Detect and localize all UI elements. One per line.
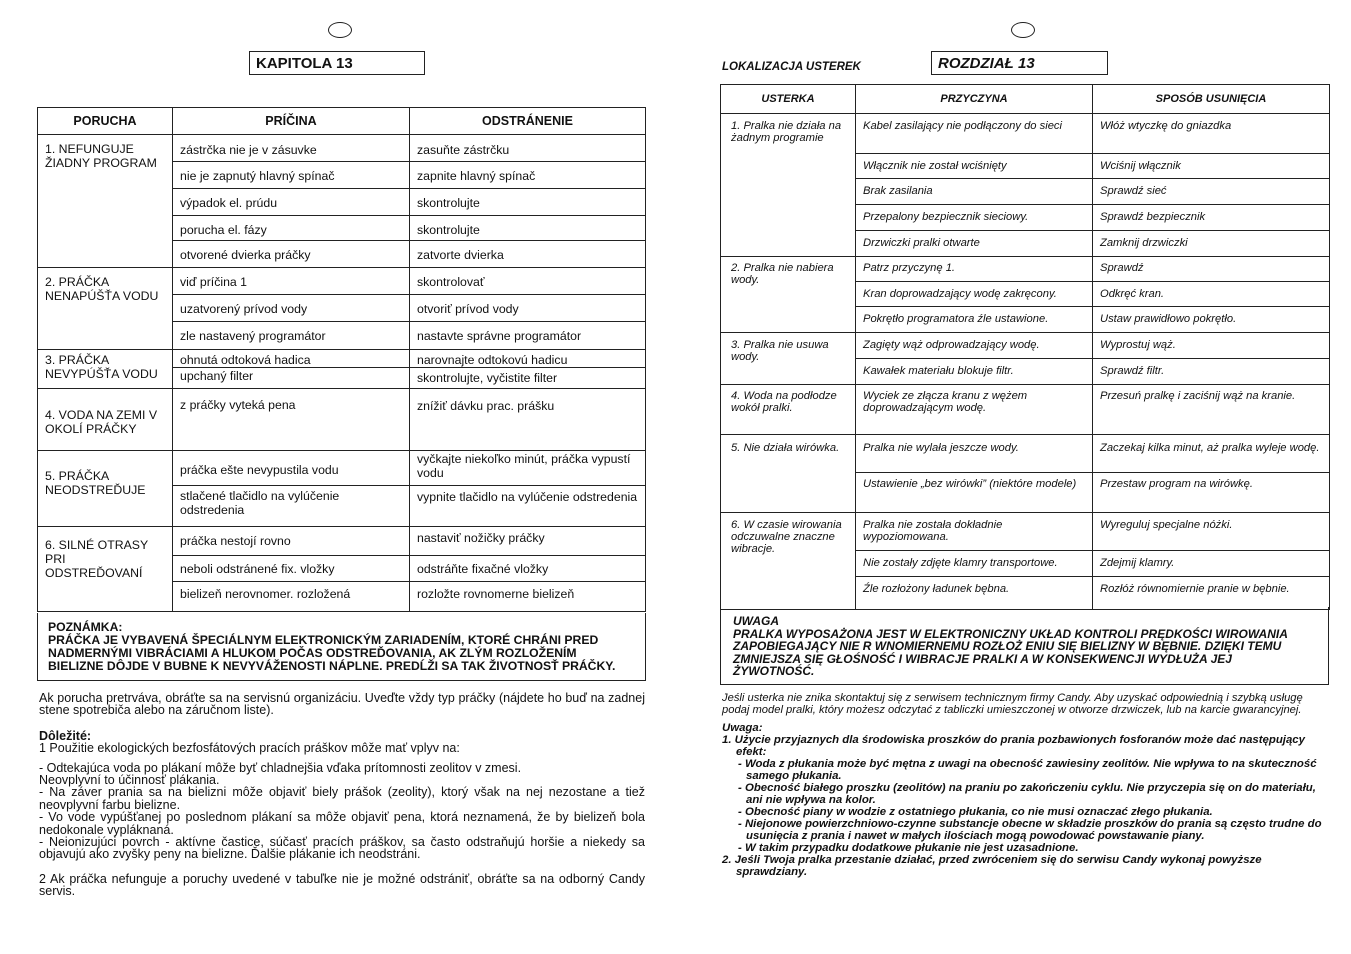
header-cause: PRZYCZYNA xyxy=(856,85,1093,114)
cause-cell: Pralka nie została dokładnie wypoziomowana. xyxy=(856,513,1093,551)
note-box-pl xyxy=(720,607,1329,685)
header-problem: PORUCHA xyxy=(38,108,173,135)
remedy-cell: skontrolujte, vyčistite filter xyxy=(410,368,646,389)
important-item-1-sk: 1 Použitie ekologických bezfosfátových pracích práškov môže mať vplyv na: xyxy=(39,741,460,756)
remedy-cell: Sprawdź xyxy=(1093,257,1330,282)
cause-cell: práčka ešte nevypustila vodu xyxy=(173,451,410,486)
cause-cell: Włącznik nie został wciśnięty xyxy=(856,154,1093,179)
uwaga-title-pl: Uwaga: xyxy=(722,722,763,734)
cause-cell: Kawałek materiału blokuje filtr. xyxy=(856,359,1093,385)
problem-cell: 5. PRÁČKA NEODSTREĎUJE xyxy=(38,451,173,527)
text-block-pl xyxy=(722,692,1327,878)
header-problem: USTERKA xyxy=(721,85,856,114)
remedy-cell: vypnite tlačidlo na vylúčenie odstredenia xyxy=(410,486,646,527)
cause-cell: Wyciek ze złącza kranu z wężem doprowadzającym wodę. xyxy=(856,385,1093,435)
cause-cell: nie je zapnutý hlavný spínač xyxy=(173,162,410,189)
note-text-sk: PRÁČKA JE VYBAVENÁ ŠPECIÁLNYM ELEKTRONICKÝM ZARIADENÍM, KTORÉ CHRÁNI PRED NADMERNÝMI VIBRÁCIAMI A HLUKOM POČAS ODSTREĎOVANIA, AK ZLÝM ROZLOŽENÍM BIELIZNE DÔJDE V BUBNE K NEVYVÁŽENOSTI NÁPLNE. PREDĹŽI SA TAK ŽIVOTNOSŤ PRÁČKY. xyxy=(48,633,616,673)
cause-cell: neboli odstránené fix. vložky xyxy=(173,556,410,582)
cause-cell: Źle rozłożony ładunek bębna. xyxy=(856,577,1093,610)
remedy-cell: Zaczekaj kilka minut, aż pralka wyleje wodę. xyxy=(1093,435,1330,473)
section-title-pl: LOKALIZACJA USTEREK xyxy=(722,61,861,73)
remedy-cell: rozložte rovnomerne bielizeň xyxy=(410,582,646,612)
chapter-title-pl: ROZDZIAŁ 13 xyxy=(931,51,1108,75)
cause-cell: Przepalony bezpiecznik sieciowy. xyxy=(856,205,1093,231)
remedy-cell: Włóż wtyczkę do gniazdka xyxy=(1093,114,1330,154)
note-title-pl: UWAGA xyxy=(733,614,779,628)
cause-cell: bielizeň nerovnomer. rozložená xyxy=(173,582,410,612)
cause-cell: porucha el. fázy xyxy=(173,216,410,241)
note-box-sk xyxy=(37,613,646,681)
cause-cell: ohnutá odtoková hadica xyxy=(173,350,410,368)
cause-cell: Zagięty wąż odprowadzający wodę. xyxy=(856,333,1093,359)
remedy-cell: Wyprostuj wąż. xyxy=(1093,333,1330,359)
bullet-sk: - Na záver prania sa na bielizni môže objaviť biely prášok (zeolity), ktorý však na nej nezostane a tiež neovplyvní farbu bielizne. xyxy=(39,785,645,812)
bullet-pl: - Obecność piany w wodzie z ostatniego płukania, co nie musi oznaczać złego płukania. xyxy=(738,806,1213,818)
remedy-cell: zapnite hlavný spínač xyxy=(410,162,646,189)
problem-cell: 3. Pralka nie usuwa wody. xyxy=(721,333,856,385)
remedy-cell: Odkręć kran. xyxy=(1093,282,1330,307)
remedy-cell: Rozłóż równomiernie pranie w bębnie. xyxy=(1093,577,1330,610)
cause-cell: práčka nestojí rovno xyxy=(173,527,410,556)
bullet-pl: - Obecność białego proszku (zeolitów) na praniu po zakończeniu cyklu. Nie przyczepia się on do materiału, ani nie wpływa na kolor. xyxy=(738,782,1316,806)
problem-cell: 2. Pralka nie nabiera wody. xyxy=(721,257,856,333)
remedy-cell: Ustaw prawidłowo pokrętło. xyxy=(1093,307,1330,333)
bullet-sk: - Vo vode vypúšťanej po poslednom plákaní sa môže objaviť pena, ktorá neznamená, že by bielizeň bola nedokonale vypláknaná. xyxy=(39,810,645,837)
remedy-cell: vyčkajte niekoľko minút, práčka vypustí vodu xyxy=(410,451,646,486)
cause-cell: uzatvorený prívod vody xyxy=(173,295,410,322)
cause-cell: Kabel zasilający nie podłączony do sieci xyxy=(856,114,1093,154)
remedy-cell: Wciśnij włącznik xyxy=(1093,154,1330,179)
service-paragraph-sk: Ak porucha pretrváva, obráťte sa na servisnú organizáciu. Uveďte vždy typ práčky (nájdete ho buď na zadnej stene spotrebiča alebo na záručnom liste). xyxy=(39,691,645,718)
cause-cell: otvorené dvierka práčky xyxy=(173,241,410,268)
problem-cell: 2. PRÁČKA NENAPÚŠŤA VODU xyxy=(38,268,173,350)
problem-cell: 6. W czasie wirowania odczuwalne znaczne wibracje. xyxy=(721,513,856,610)
note-title-sk: POZNÁMKA: xyxy=(48,620,123,634)
cause-cell: upchaný filter xyxy=(173,368,410,389)
bullet-pl: - Niejonowe powierzchniowo-czynne substancje obecne w składzie proszków do prania są często trudne do usunięcia z prania i nawet w małych ilościach mogą powodować powstawanie piany. xyxy=(738,818,1322,842)
remedy-cell: skontrolujte xyxy=(410,216,646,241)
remedy-cell: zasuňte zástrčku xyxy=(410,135,646,162)
troubleshooting-table-pl xyxy=(720,84,1330,610)
language-marker-oval xyxy=(1011,22,1035,38)
cause-cell: Brak zasilania xyxy=(856,179,1093,205)
problem-cell: 3. PRÁČKA NEVYPÚŠŤA VODU xyxy=(38,350,173,389)
important-item-2-sk: 2 Ak práčka nefunguje a poruchy uvedené v tabuľke nie je možné odstrániť, obráťte sa na odborný Candy servis. xyxy=(39,871,645,899)
problem-cell: 1. NEFUNGUJE ŽIADNY PROGRAM xyxy=(38,135,173,268)
cause-cell: zle nastavený programátor xyxy=(173,322,410,350)
cause-cell: Ustawienie „bez wirówki” (niektóre modele) xyxy=(856,473,1093,513)
cause-cell: Pralka nie wylała jeszcze wody. xyxy=(856,435,1093,473)
bullet-pl: - W takim przypadku dodatkowe płukanie nie jest uzasadnione. xyxy=(738,842,1079,854)
problem-cell xyxy=(721,114,856,257)
text-block-sk xyxy=(39,692,645,898)
troubleshooting-table-sk xyxy=(37,107,646,612)
remedy-cell: odstráňte fixačné vložky xyxy=(410,556,646,582)
problem-cell: 5. Nie działa wirówka. xyxy=(721,435,856,513)
cause-cell: stlačené tlačidlo na vylúčenie odstredenia xyxy=(173,486,410,527)
cause-cell: Pokrętło programatora źle ustawione. xyxy=(856,307,1093,333)
remedy-cell: Przesuń pralkę i zaciśnij wąż na kranie. xyxy=(1093,385,1330,435)
remedy-cell: znížiť dávku prac. prášku xyxy=(410,389,646,451)
cause-cell: z práčky vyteká pena xyxy=(173,389,410,451)
problem-text: 1. Pralka nie działa na żadnym programie xyxy=(731,120,842,144)
cause-cell: Kran doprowadzający wodę zakręcony. xyxy=(856,282,1093,307)
remedy-cell: Przestaw program na wirówkę. xyxy=(1093,473,1330,513)
remedy-cell: nastavte správne programátor xyxy=(410,322,646,350)
header-cause: PRÍČINA xyxy=(173,108,410,135)
important-title-sk: Dôležité: xyxy=(39,728,92,743)
cause-cell: Patrz przyczynę 1. xyxy=(856,257,1093,282)
cause-cell: Drzwiczki pralki otwarte xyxy=(856,231,1093,257)
remedy-cell: Zamknij drzwiczki xyxy=(1093,231,1330,257)
uwaga-item-1-pl: 1. Użycie przyjaznych dla środowiska proszków do prania pozbawionych fosforanów może dać następujący efekt: xyxy=(722,734,1305,758)
cause-cell: viď príčina 1 xyxy=(173,268,410,295)
bullet-pl: - Woda z płukania może być mętna z uwagi na obecność zawiesiny zeolitów. Nie wpływa to na skuteczność samego płukania. xyxy=(738,758,1317,782)
cause-cell: Nie zostały zdjęte klamry transportowe. xyxy=(856,551,1093,577)
remedy-cell: Sprawdź filtr. xyxy=(1093,359,1330,385)
note-text-pl: PRALKA WYPOSAŻONA JEST W ELEKTRONICZNY UKŁAD KONTROLI PRĘDKOŚCI WIROWANIA ZAPOBIEGAJĄCY NIE R WNOMIERNEMU ROZŁOŻ ENIU SIĘ BIELIZNY W BĘBNIE. DZIĘKI TEMU ZMNIEJSZA SIĘ GŁOŚNOŚĆ I WIBRACJE PRALKI A W KONSEKWENCJI WYDŁUŻA JEJ ŻYWOTNOŚĆ. xyxy=(733,626,1288,678)
remedy-cell: skontrolovať xyxy=(410,268,646,295)
remedy-cell: Zdejmij klamry. xyxy=(1093,551,1330,577)
remedy-cell: Sprawdź sieć xyxy=(1093,179,1330,205)
bullet-sk: - Neionizujúci povrch - aktívne častice, súčasť pracích práškov, sa často odstraňujú horšie a niekedy sa objavujú ako zvyšky peny na bielizne. Ďalšie plákanie ich neodstráni. xyxy=(39,835,645,862)
header-remedy: SPOSÓB USUNIĘCIA xyxy=(1093,85,1330,114)
remedy-cell: zatvorte dvierka xyxy=(410,241,646,268)
chapter-title-sk: KAPITOLA 13 xyxy=(249,51,425,75)
remedy-cell: nastaviť nožičky práčky xyxy=(410,527,646,556)
header-remedy: ODSTRÁNENIE xyxy=(410,108,646,135)
uwaga-item-2-pl: 2. Jeśli Twoja pralka przestanie działać, przed zwróceniem się do serwisu Candy wykonaj powyższe sprawdziany. xyxy=(722,854,1262,878)
bullet-sk: Neovplyvní to účinnosť plákania. xyxy=(39,773,220,788)
problem-cell: 4. VODA NA ZEMI V OKOLÍ PRÁČKY xyxy=(38,389,173,451)
remedy-cell: otvoriť prívod vody xyxy=(410,295,646,322)
cause-cell: výpadok el. prúdu xyxy=(173,189,410,216)
remedy-cell: Sprawdź bezpiecznik xyxy=(1093,205,1330,231)
remedy-cell: narovnajte odtokovú hadicu xyxy=(410,350,646,368)
problem-cell: 6. SILNÉ OTRASY PRI ODSTREĎOVANÍ xyxy=(38,527,173,612)
cause-cell: zástrčka nie je v zásuvke xyxy=(173,135,410,162)
remedy-cell: Wyreguluj specjalne nóżki. xyxy=(1093,513,1330,551)
problem-cell: 4. Woda na podłodze wokół pralki. xyxy=(721,385,856,435)
service-paragraph-pl: Jeśli usterka nie znika skontaktuj się z serwisem technicznym firmy Candy. Aby uzyskać odpowiednią i szybką usługę podaj model pralki, który możesz odczytać z tabliczki umieszczonej w otworze drzwiczek, lub na karcie gwarancyjnej. xyxy=(722,692,1303,716)
bullet-sk: - Odtekajúca voda po plákaní môže byť chladnejšia vďaka prítomnosti zeolitov v zmesi. xyxy=(39,760,522,775)
remedy-cell: skontrolujte xyxy=(410,189,646,216)
language-marker-oval xyxy=(328,22,352,38)
